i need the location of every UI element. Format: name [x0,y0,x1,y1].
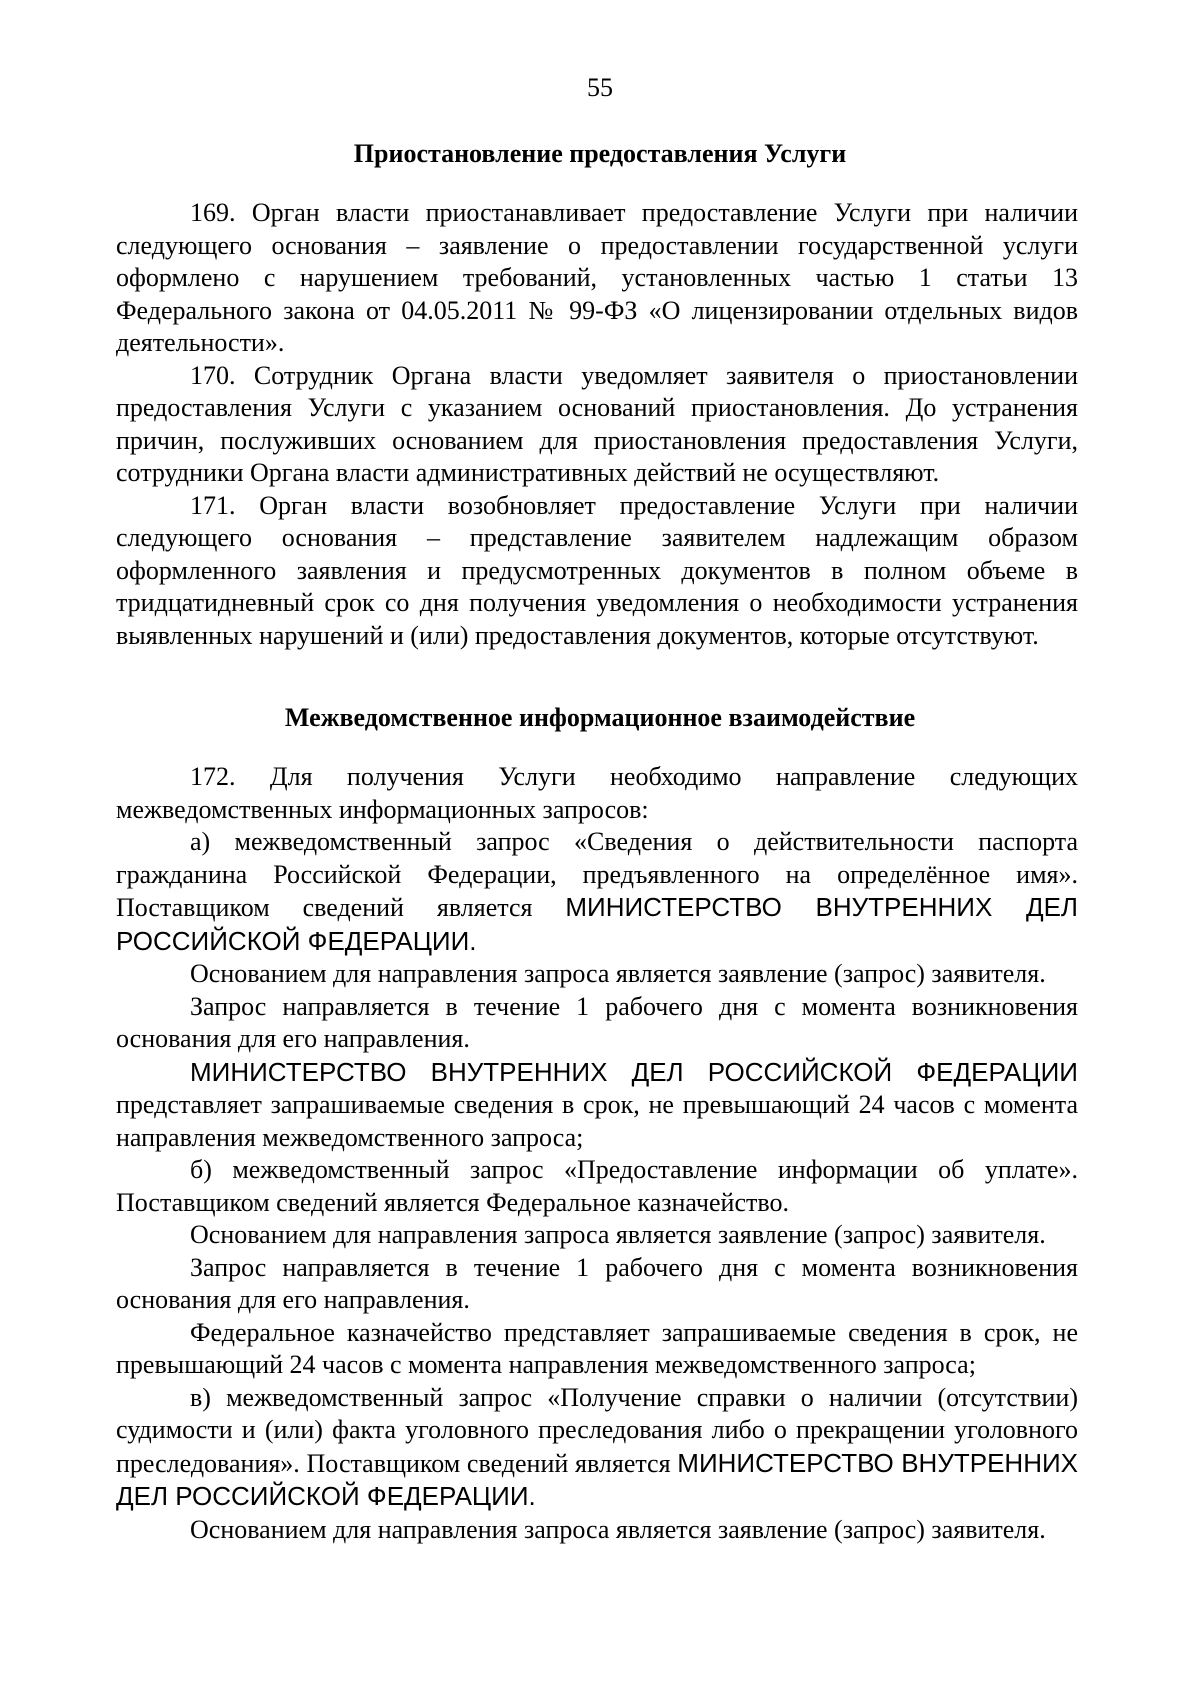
item-a-supplier: МИНИСТЕРСТВО ВНУТРЕННИХ ДЕЛ РОССИЙСКОЙ ФЕДЕРАЦИИ. [116,892,1078,956]
item-b-basis: Основанием для направления запроса является заявление (запрос) заявителя. [190,1220,1046,1249]
item-a-provider-text: представляет запрашиваемые сведения в срок, не превышающий 24 часов с момента направления межведомственного запроса; [116,1090,1078,1152]
item-b-provider-terms: Федеральное казначейство представляет запрашиваемые сведения в срок, не превышающий 24 часов с момента направления межведомственного запроса; [116,1317,1078,1379]
item-a-provider-terms [116,1056,1078,1155]
section-suspension-body [116,197,1078,652]
item-c-basis: Основанием для направления запроса является заявление (запрос) заявителя. [190,1514,1046,1544]
item-b-timing: Запрос направляется в течение 1 рабочего дня с момента возникновения основания для его направления. [116,1252,1078,1314]
paragraph-172: 172. Для получения Услуги необходимо направление следующих межведомственных информационных запросов: [116,762,1078,824]
item-a-basis: Основанием для направления запроса является заявление (запрос) заявителя. [190,959,1046,988]
paragraph-169: 169. Орган власти приостанавливает предоставление Услуги при наличии следующего основания – заявление о предоставлении государственной услуги оформлено с нарушением требований, установленных частью 1 статьи 13 Федерального закона от 04.05.2011 № 99-ФЗ «О лицензировании отдельных видов деятельности». [116,198,1078,357]
item-c-text: в) межведомственный запрос «Получение справки о наличии (отсутствии) судимости и (или) факта уголовного преследования либо о прекращении уголовного преследования». Поставщиком сведений является [116,1382,1078,1478]
section-heading-interagency: Межведомственное информационное взаимодействие [284,703,916,732]
item-a-request [116,826,1078,958]
section-interagency-body [116,761,1078,1546]
section-heading-suspension: Приостановление предоставления Услуги [353,139,847,168]
item-a-timing: Запрос направляется в течение 1 рабочего дня с момента возникновения основания для его направления. [116,991,1078,1053]
item-a-text: а) межведомственный запрос «Сведения о действительности паспорта гражданина Российской Федерации, предъявленного на определённое имя». Поставщиком сведений является [116,827,1078,922]
item-a-provider-name: МИНИСТЕРСТВО ВНУТРЕННИХ ДЕЛ РОССИЙСКОЙ ФЕДЕРАЦИИ [190,1056,1078,1087]
paragraph-170: 170. Сотрудник Органа власти уведомляет заявителя о приостановлении предоставления Услуги с указанием оснований приостановления. До устранения причин, послуживших основанием для приостановления предоставления Услуги, сотрудники Органа власти административных действий не осуществляют. [116,360,1078,487]
page-number: 55 [587,73,613,102]
paragraph-171: 171. Орган власти возобновляет предоставление Услуги при наличии следующего основания – представление заявителем надлежащим образом оформленного заявления и предусмотренных документов в полном объеме в тридцатидневный срок со дня получения уведомления о необходимости устранения выявленных нарушений и (или) предоставления документов, которые отсутствуют. [116,490,1078,650]
item-c-request [116,1382,1078,1514]
item-b-request: б) межведомственный запрос «Предоставление информации об уплате». Поставщиком сведений является Федеральное казначейство. [116,1155,1078,1217]
item-c-supplier: МИНИСТЕРСТВО ВНУТРЕННИХ ДЕЛ РОССИЙСКОЙ ФЕДЕРАЦИИ. [116,1447,1079,1511]
